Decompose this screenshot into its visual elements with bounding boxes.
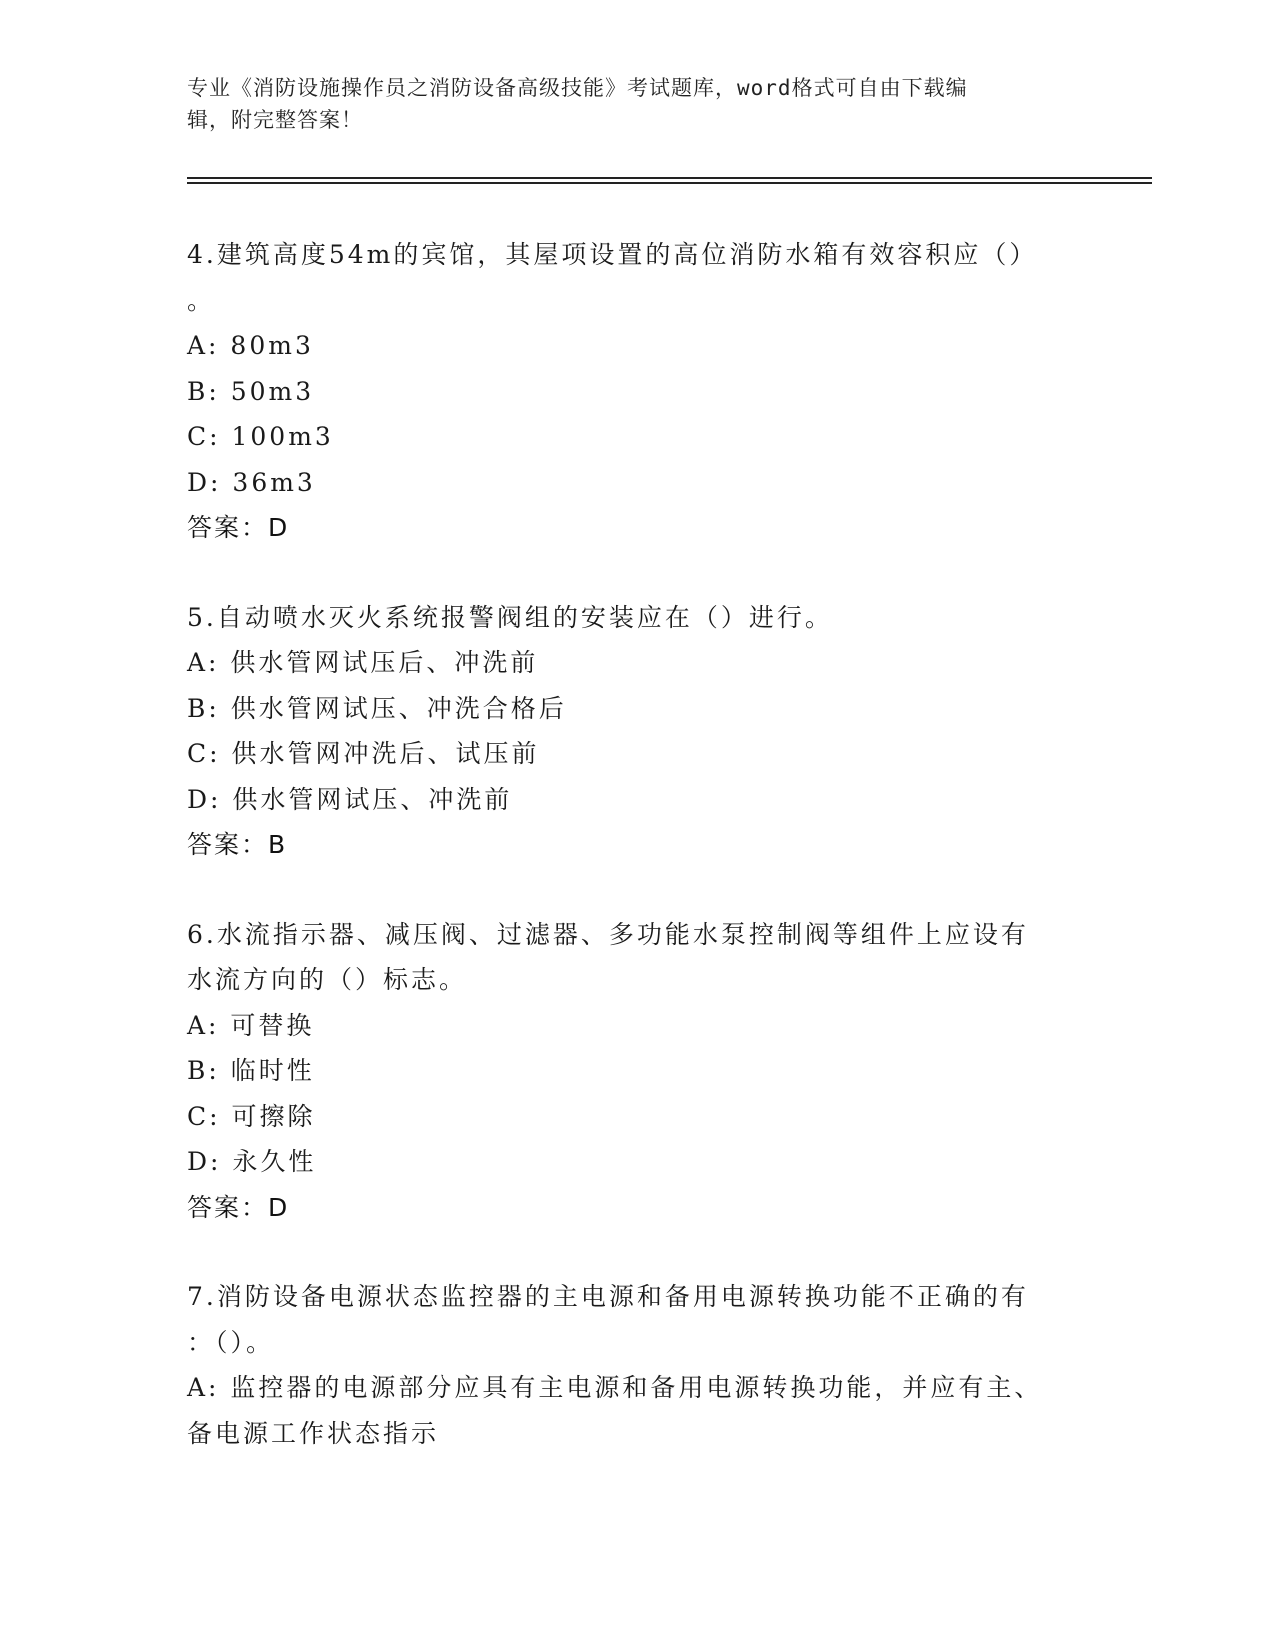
spacer <box>187 551 1067 595</box>
option-d: D: 供水管网试压、冲洗前 <box>187 784 513 814</box>
header-rule-top <box>187 177 1152 179</box>
answer-line: 答案：B <box>187 830 288 859</box>
spacer <box>187 1230 1067 1274</box>
option-d: D: 36m3 <box>187 467 316 497</box>
stem-line: 水流方向的（）标志。 <box>187 965 468 994</box>
option-a: A: 80m3 <box>187 331 314 360</box>
spacer <box>187 868 1067 912</box>
option-a: A: 供水管网试压后、冲洗前 <box>187 648 539 677</box>
stem-line: 6.水流指示器、减压阀、过滤器、多功能水泵控制阀等组件上应设有 <box>187 919 1029 949</box>
option-a: A: 可替换 <box>187 1010 315 1040</box>
stem-line: 7.消防设备电源状态监控器的主电源和备用电源转换功能不正确的有 <box>187 1282 1029 1311</box>
header-line-1: 专业《消防设施操作员之消防设备高级技能》考试题库，word格式可自由下载编 <box>187 76 968 100</box>
header-rule-bottom <box>187 182 1152 184</box>
stem-line: 4.建筑高度54m的宾馆，其屋项设置的高位消防水箱有效容积应（） <box>187 240 1038 269</box>
stem-line: 。 <box>187 285 216 315</box>
option-a-continued: 备电源工作状态指示 <box>187 1418 440 1448</box>
option-c: C: 100m3 <box>187 422 334 451</box>
question-5 <box>187 595 1067 868</box>
question-4 <box>187 232 1067 551</box>
answer-line: 答案：D <box>187 1192 290 1222</box>
question-stem <box>187 595 1067 641</box>
option-a: A: 监控器的电源部分应具有主电源和备用电源转换功能，并应有主、 <box>187 1373 1043 1402</box>
question-list <box>187 232 1067 1456</box>
stem-line: ：（）。 <box>187 1327 275 1357</box>
header-line-2: 辑，附完整答案！ <box>187 108 363 132</box>
question-stem <box>187 232 1067 323</box>
option-b: B: 临时性 <box>187 1056 315 1085</box>
question-stem <box>187 1274 1067 1365</box>
stem-line: 5.自动喷水灭火系统报警阀组的安装应在（）进行。 <box>187 602 833 632</box>
option-d: D: 永久性 <box>187 1147 317 1176</box>
option-b: B: 供水管网试压、冲洗合格后 <box>187 693 567 723</box>
question-6 <box>187 912 1067 1231</box>
option-c: C: 供水管网冲洗后、试压前 <box>187 739 540 768</box>
document-header <box>187 72 1067 136</box>
option-b: B: 50m3 <box>187 376 315 406</box>
answer-line: 答案：D <box>187 513 290 542</box>
question-7 <box>187 1274 1067 1456</box>
question-stem <box>187 912 1067 1003</box>
option-c: C: 可擦除 <box>187 1101 316 1131</box>
